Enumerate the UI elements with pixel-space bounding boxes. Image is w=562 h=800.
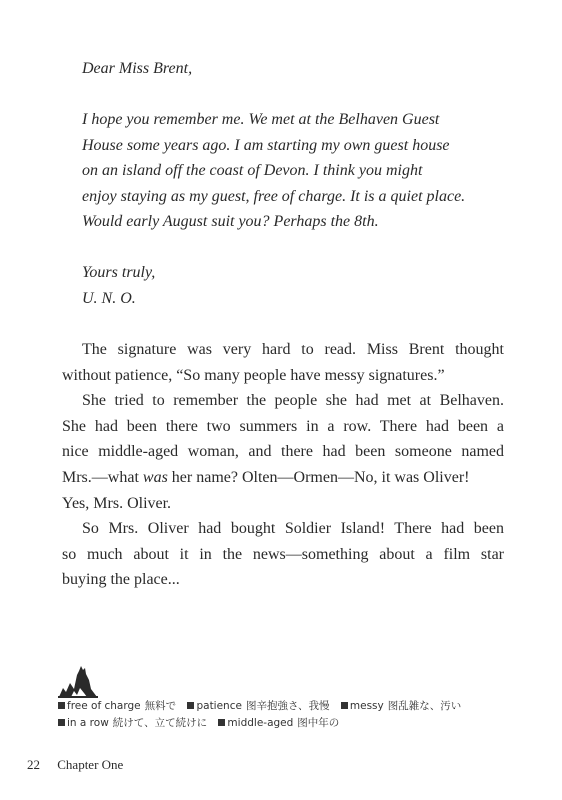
vocab-entry [218, 715, 339, 732]
vocab-meaning: 图乱雑な、汚い [387, 700, 462, 712]
narrative [62, 337, 504, 593]
letter-line: on an island off the coast of Devon. I think you might [82, 162, 423, 179]
text-line: Yes, Mrs. Oliver. [62, 494, 172, 512]
chapter-title: Chapter One [57, 757, 124, 772]
vocab-meaning: 图中年の [297, 717, 340, 729]
page-footer [27, 757, 123, 773]
letter [82, 56, 522, 311]
text-line: nice middle-aged woman, and there had been someone named [62, 443, 504, 461]
text-line: She tried to remember the people she had met at Belhaven. [82, 392, 504, 410]
page-number: 22 [27, 757, 40, 772]
vocab-term: messy [349, 700, 384, 712]
text-line: The signature was very hard to read. Miss Brent thought [82, 341, 504, 358]
text-fragment: her name? Olten—Ormen—No, it was Oliver! [167, 468, 470, 486]
text-line: so much about it in the news—something about a film star [62, 545, 504, 563]
letter-line: enjoy staying as my guest, free of charge. It is a quiet place. [82, 187, 466, 205]
vocab-term: middle-aged [227, 717, 294, 729]
letter-line: House some years ago. I am starting my own guest house [82, 136, 450, 154]
text-line: She had been there two summers in a row. There had been a [62, 417, 504, 435]
vocab-entry [187, 698, 329, 715]
letter-line: Would early August suit you? Perhaps the 8th. [82, 213, 379, 230]
text-line: without patience, “So many people have messy signatures.” [62, 366, 445, 384]
vocab-meaning: 無料で [144, 700, 177, 712]
letter-signature: U. N. O. [82, 289, 136, 307]
vocabulary-box [58, 662, 518, 732]
letter-salutation: Dear Miss Brent, [82, 60, 193, 77]
bullet-square-icon [341, 702, 348, 709]
vocab-meaning: 图辛抱強さ、我慢 [245, 700, 330, 712]
emphasis-word: was [142, 468, 168, 486]
vocab-term: free of charge [67, 700, 141, 712]
vocab-entry [58, 715, 207, 732]
text-line [62, 465, 504, 491]
text-fragment: Mrs.—what [62, 468, 143, 486]
letter-body [82, 107, 522, 235]
spacer [82, 82, 522, 108]
text-line: buying the place... [62, 571, 180, 589]
spacer [82, 235, 522, 261]
letter-closing: Yours truly, [82, 264, 156, 281]
bullet-square-icon [58, 719, 65, 726]
vocab-term: in a row [67, 717, 109, 729]
bullet-square-icon [218, 719, 225, 726]
letter-line: I hope you remember me. We met at the Belhaven Guest [82, 111, 440, 128]
text-line: So Mrs. Oliver had bought Soldier Island! There had been [82, 520, 504, 538]
island-logo-icon [58, 662, 98, 698]
vocab-entry [341, 698, 461, 715]
vocab-entry [58, 698, 176, 715]
bullet-square-icon [58, 702, 65, 709]
vocab-meaning: 続けて、立て続けに [112, 717, 208, 729]
vocab-row [58, 698, 518, 715]
vocab-term: patience [196, 700, 242, 712]
bullet-square-icon [187, 702, 194, 709]
vocab-row [58, 715, 518, 732]
